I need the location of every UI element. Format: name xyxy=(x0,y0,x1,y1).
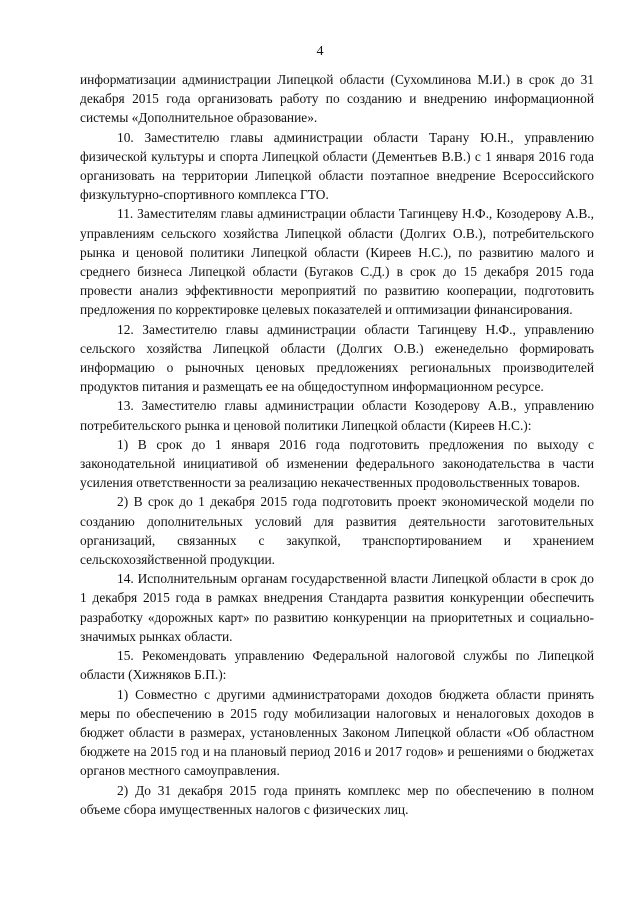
paragraph-item-15: 15. Рекомендовать управлению Федеральной налоговой службы по Липецкой области (Хижняков Б.П.): xyxy=(80,648,594,683)
paragraph-item-10: 10. Заместителю главы администрации области Тарану Ю.Н., управлению физической культуры и спорта Липецкой области (Дементьев В.В.) с 1 января 2016 года организовать на территории Липецкой области поэтапное внедрение Всероссийского физкультурно-спортивного комплекса ГТО. xyxy=(80,129,594,203)
paragraph-item-13: 13. Заместителю главы администрации области Козодерову А.В., управлению потребительского рынка и ценовой политики Липецкой области (Киреев Н.С.): xyxy=(80,398,594,433)
page-number: 4 xyxy=(316,44,324,59)
paragraph-item-14: 14. Исполнительным органам государственной власти Липецкой области в срок до 1 декабря 2015 года в рамках внедрения Стандарта развития конкуренции обеспечить разработку «дорожных карт» по развитию конкуренции на приоритетных и социально-значимых рынках области. xyxy=(80,571,594,644)
paragraph-item-15-sub-1: 1) Совместно с другими администраторами доходов бюджета области принять меры по обеспечению в 2015 году мобилизации налоговых и неналоговых доходов в бюджет области в размерах, установленных Законом Липецкой области «Об областном бюджете на 2015 год и на плановый период 2016 и 2017 годов» и решениями о бюджетах органов местного самоуправления. xyxy=(80,686,594,779)
paragraph-item-11: 11. Заместителям главы администрации области Тагинцеву Н.Ф., Козодерову А.В., управлениям сельского хозяйства Липецкой области (Долгих О.В.), потребительского рынка и ценовой политики Липецкой области (Киреев Н.С.), по развитию малого и среднего бизнеса Липецкой области (Бугаков С.Д.) в срок до 15 декабря 2015 года провести анализ эффективности мероприятий по развитию кооперации, подготовить предложения по корректировке целевых показателей и оптимизации финансирования. xyxy=(80,206,594,318)
paragraph-item-13-sub-1: 1) В срок до 1 января 2016 года подготовить предложения по выходу с законодательной инициативой об изменении федерального законодательства в части усиления ответственности за реализацию некачественных продовольственных товаров. xyxy=(80,436,594,491)
paragraph-item-15-sub-2: 2) До 31 декабря 2015 года принять комплекс мер по обеспечению в полном объеме сбора имущественных налогов с физических лиц. xyxy=(80,782,594,817)
paragraph-continuation: информатизации администрации Липецкой области (Сухомлинова М.И.) в срок до 31 декабря 2015 года организовать работу по созданию и внедрению информационной системы «Дополнительное образование». xyxy=(80,72,594,126)
document-body xyxy=(80,70,594,819)
paragraph-item-13-sub-2: 2) В срок до 1 декабря 2015 года подготовить проект экономической модели по созданию дополнительных условий для развития деятельности заготовительных организаций, связанных с закупкой, транспортированием и хранением сельскохозяйственной продукции. xyxy=(80,494,594,568)
paragraph-item-12: 12. Заместителю главы администрации области Тагинцеву Н.Ф., управлению сельского хозяйства Липецкой области (Долгих О.В.) еженедельно формировать информацию о рыночных ценовых предложениях региональных производителей продуктов питания и размещать ее на общедоступном информационном ресурсе. xyxy=(80,321,594,395)
